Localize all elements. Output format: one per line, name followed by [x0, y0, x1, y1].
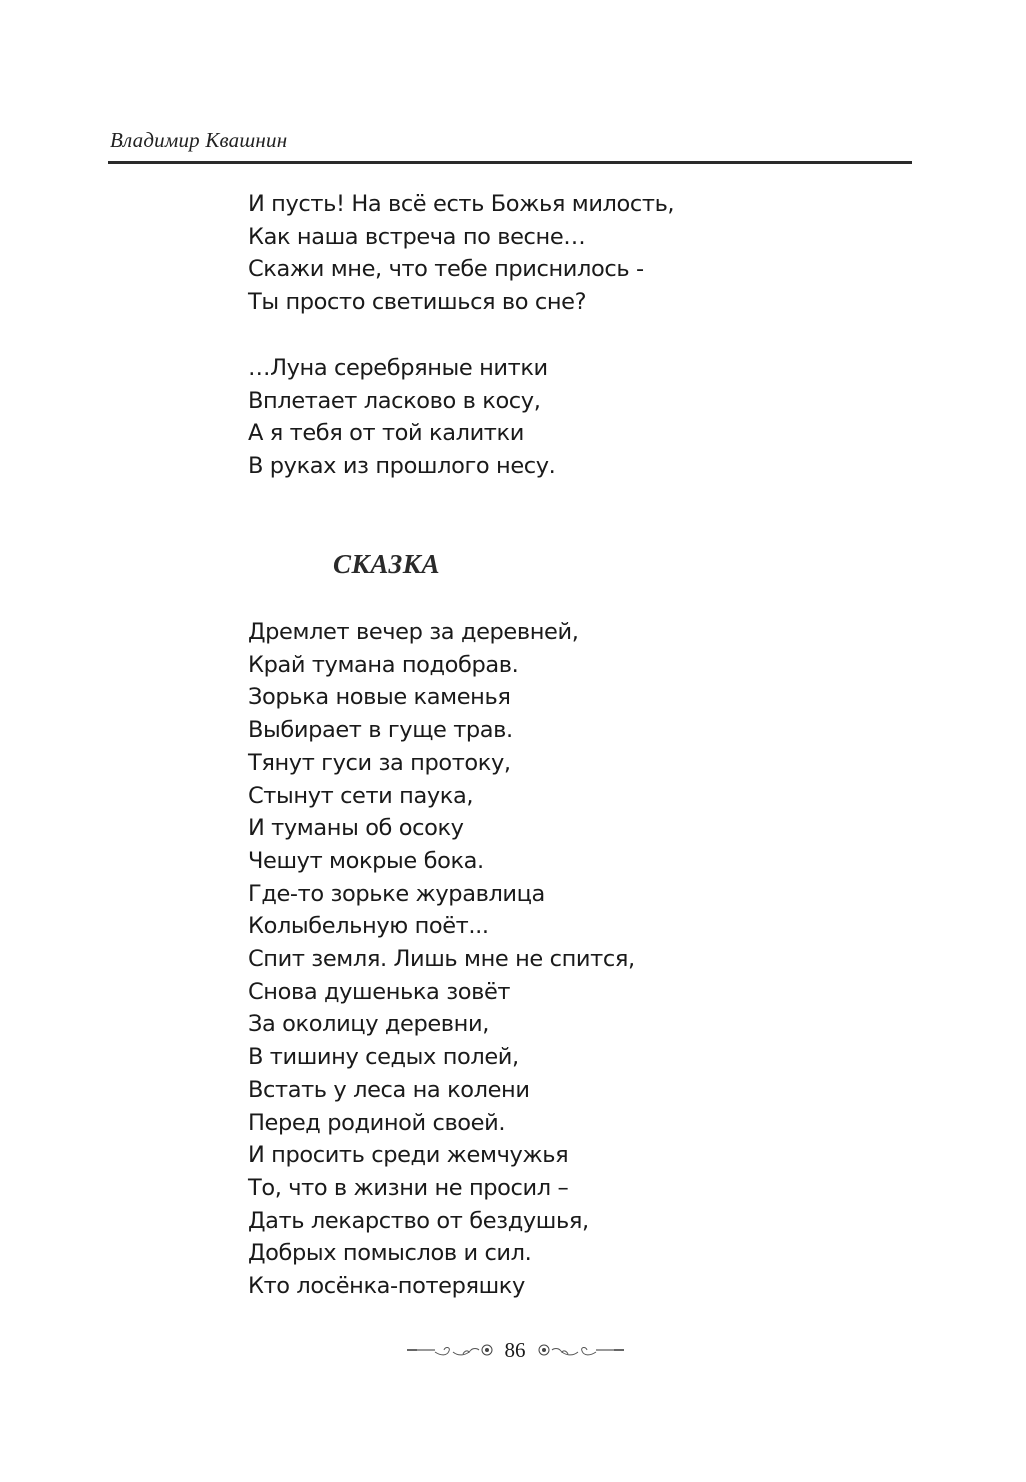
poem-line: Ты просто светишься во сне?: [248, 289, 587, 316]
stanza-2: [248, 352, 555, 483]
poem-line: Где-то зорьке журавлица: [248, 880, 545, 907]
poem-line: И туманы об осоку: [248, 815, 464, 842]
poem-line: В руках из прошлого несу.: [248, 453, 556, 480]
poem-line: Дать лекарство от бездушья,: [248, 1207, 589, 1234]
poem-title: СКАЗКА: [333, 549, 441, 579]
poem-line: Добрых помыслов и сил.: [248, 1240, 532, 1267]
ornament-left-icon: [407, 1340, 497, 1360]
poem-line: А я тебя от той калитки: [248, 420, 524, 447]
poem-line: Зорька новые каменья: [248, 684, 511, 711]
poem-line: Перед родиной своей.: [248, 1109, 506, 1136]
poem-line: Кто лосёнка-потеряшку: [248, 1273, 525, 1300]
poem-line: То, что в жизни не просил –: [248, 1174, 569, 1201]
poem-line: Как наша встреча по весне…: [248, 223, 586, 250]
poem-line: Скажи мне, что тебе приснилось -: [248, 256, 644, 283]
poem-line: …Луна серебряные нитки: [248, 355, 548, 381]
poem-line: И просить среди жемчужья: [248, 1142, 569, 1169]
poem-line: Вплетает ласково в косу,: [248, 387, 541, 414]
poem-line: Дремлет вечер за деревней,: [248, 619, 579, 645]
poem-line: Тянут гуси за протоку,: [248, 749, 511, 776]
poem-line: Встать у леса на колени: [248, 1076, 530, 1103]
poem-line: Стынут сети паука,: [248, 782, 474, 809]
poem-line: Выбирает в гуще трав.: [248, 717, 513, 744]
ornament-right-icon: [534, 1340, 624, 1360]
poem-line: Край тумана подобрав.: [248, 651, 519, 678]
poem-body: [248, 616, 635, 1303]
page-footer: [405, 1336, 625, 1364]
poem-line: Чешут мокрые бока.: [248, 847, 484, 874]
poem-line: За околицу деревни,: [248, 1011, 489, 1038]
page-number: 86: [504, 1337, 526, 1362]
poem-line: Колыбельную поёт...: [248, 913, 489, 940]
running-head-author: Владимир Квашнин: [110, 128, 288, 152]
poem-line: И пусть! На всё есть Божья милость,: [248, 191, 675, 217]
stanza-1: [248, 188, 674, 319]
poem-line: В тишину седых полей,: [248, 1044, 519, 1071]
poem-line: Спит земля. Лишь мне не спится,: [248, 946, 635, 973]
header-rule: [108, 161, 912, 164]
poem-line: Снова душенька зовёт: [248, 978, 511, 1005]
